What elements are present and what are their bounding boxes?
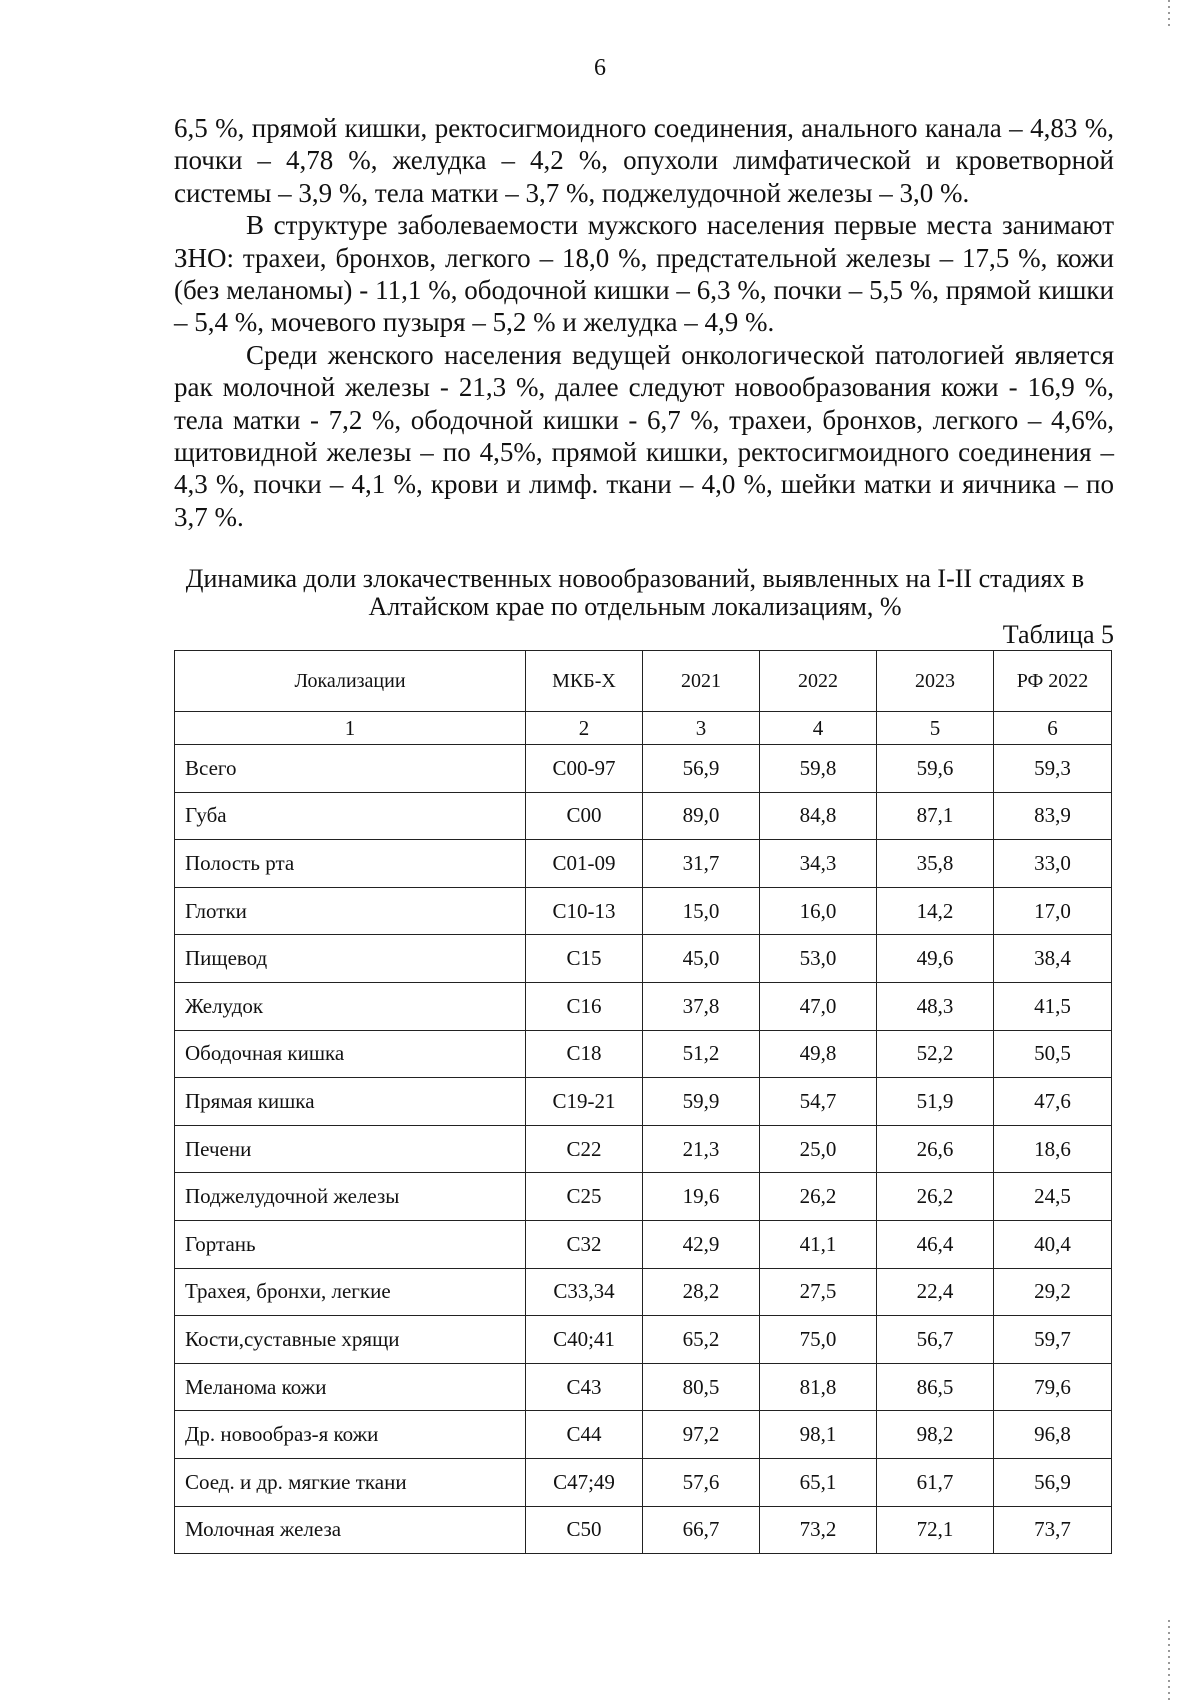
icd-code-cell: С25 [526, 1173, 643, 1221]
icd-code-cell: С15 [526, 935, 643, 983]
header-cell: Локализации [175, 651, 526, 712]
header-cell: МКБ-Х [526, 651, 643, 712]
icd-code-cell: С50 [526, 1506, 643, 1554]
value-cell: 29,2 [994, 1268, 1112, 1316]
value-cell: 56,9 [643, 745, 760, 793]
value-cell: 27,5 [760, 1268, 877, 1316]
table-row [175, 1173, 1112, 1221]
value-cell: 89,0 [643, 792, 760, 840]
paragraph: Среди женского населения ведущей онкологической патологией является рак молочной железы - 21,3 %, далее следуют новообразования кожи - 16,9 %, тела матки - 7,2 %, ободочной кишки - 6,7 %, трахеи, бронхов, легкого – 4,6%, щитовидной железы – по 4,5%, прямой кишки, ректосигмоидного соединения – 4,3 %, почки – 4,1 %, крови и лимф. ткани – 4,0 %, шейки матки и яичника – по 3,7 %. [174, 339, 1114, 532]
location-cell: Молочная железа [175, 1506, 526, 1554]
value-cell: 54,7 [760, 1078, 877, 1126]
table-caption: Динамика доли злокачественных новообразований, выявленных на I-II стадиях в Алтайском крае по отдельным локализациям, % [185, 564, 1085, 621]
column-number-cell: 4 [760, 712, 877, 745]
scan-margin-mark [1168, 1620, 1170, 1704]
value-cell: 47,0 [760, 982, 877, 1030]
value-cell: 73,2 [760, 1506, 877, 1554]
value-cell: 40,4 [994, 1220, 1112, 1268]
value-cell: 51,2 [643, 1030, 760, 1078]
value-cell: 35,8 [877, 840, 994, 888]
table-row [175, 1030, 1112, 1078]
value-cell: 81,8 [760, 1363, 877, 1411]
value-cell: 16,0 [760, 887, 877, 935]
location-cell: Гортань [175, 1220, 526, 1268]
table-row [175, 982, 1112, 1030]
icd-code-cell: С19-21 [526, 1078, 643, 1126]
location-cell: Губа [175, 792, 526, 840]
location-cell: Ободочная кишка [175, 1030, 526, 1078]
paragraph: В структуре заболеваемости мужского населения первые места занимают ЗНО: трахеи, бронхов, легкого – 18,0 %, предстательной железы – 17,5 %, кожи (без меланомы) - 11,1 %, ободочной кишки – 6,3 %, почки – 5,5 %, прямой кишки – 5,4 %, мочевого пузыря – 5,2 % и желудка – 4,9 %. [174, 210, 1114, 338]
value-cell: 22,4 [877, 1268, 994, 1316]
table-row [175, 1411, 1112, 1459]
value-cell: 48,3 [877, 982, 994, 1030]
icd-code-cell: С40;41 [526, 1316, 643, 1364]
value-cell: 26,2 [760, 1173, 877, 1221]
value-cell: 26,6 [877, 1125, 994, 1173]
value-cell: 73,7 [994, 1506, 1112, 1554]
body-text [174, 112, 1114, 533]
value-cell: 72,1 [877, 1506, 994, 1554]
icd-code-cell: С00-97 [526, 745, 643, 793]
value-cell: 59,7 [994, 1316, 1112, 1364]
table-row [175, 792, 1112, 840]
value-cell: 41,1 [760, 1220, 877, 1268]
icd-code-cell: С01-09 [526, 840, 643, 888]
icd-code-cell: С32 [526, 1220, 643, 1268]
header-cell: 2023 [877, 651, 994, 712]
value-cell: 80,5 [643, 1363, 760, 1411]
header-cell: 2022 [760, 651, 877, 712]
value-cell: 47,6 [994, 1078, 1112, 1126]
location-cell: Полость рта [175, 840, 526, 888]
value-cell: 15,0 [643, 887, 760, 935]
location-cell: Печени [175, 1125, 526, 1173]
value-cell: 46,4 [877, 1220, 994, 1268]
value-cell: 28,2 [643, 1268, 760, 1316]
scan-margin-mark [1168, 0, 1170, 30]
value-cell: 61,7 [877, 1458, 994, 1506]
value-cell: 86,5 [877, 1363, 994, 1411]
value-cell: 66,7 [643, 1506, 760, 1554]
column-number-cell: 1 [175, 712, 526, 745]
value-cell: 59,6 [877, 745, 994, 793]
icd-code-cell: С44 [526, 1411, 643, 1459]
value-cell: 65,1 [760, 1458, 877, 1506]
column-number-cell: 3 [643, 712, 760, 745]
location-cell: Прямая кишка [175, 1078, 526, 1126]
location-cell: Поджелудочной железы [175, 1173, 526, 1221]
value-cell: 52,2 [877, 1030, 994, 1078]
value-cell: 96,8 [994, 1411, 1112, 1459]
table-row [175, 840, 1112, 888]
location-cell: Глотки [175, 887, 526, 935]
value-cell: 56,9 [994, 1458, 1112, 1506]
table-header-row [175, 651, 1112, 712]
location-cell: Всего [175, 745, 526, 793]
icd-code-cell: С00 [526, 792, 643, 840]
value-cell: 75,0 [760, 1316, 877, 1364]
value-cell: 45,0 [643, 935, 760, 983]
value-cell: 59,9 [643, 1078, 760, 1126]
location-cell: Соед. и др. мягкие ткани [175, 1458, 526, 1506]
value-cell: 84,8 [760, 792, 877, 840]
icd-code-cell: С47;49 [526, 1458, 643, 1506]
table-row [175, 1125, 1112, 1173]
page-number: 6 [594, 55, 606, 81]
location-cell: Трахея, бронхи, легкие [175, 1268, 526, 1316]
column-number-row [175, 712, 1112, 745]
table-row [175, 1363, 1112, 1411]
icd-code-cell: С18 [526, 1030, 643, 1078]
table-row [175, 1268, 1112, 1316]
value-cell: 79,6 [994, 1363, 1112, 1411]
value-cell: 19,6 [643, 1173, 760, 1221]
icd-code-cell: С22 [526, 1125, 643, 1173]
table-row [175, 1078, 1112, 1126]
value-cell: 26,2 [877, 1173, 994, 1221]
header-cell: РФ 2022 [994, 651, 1112, 712]
value-cell: 50,5 [994, 1030, 1112, 1078]
value-cell: 37,8 [643, 982, 760, 1030]
table-row [175, 1458, 1112, 1506]
header-cell: 2021 [643, 651, 760, 712]
value-cell: 14,2 [877, 887, 994, 935]
icd-code-cell: С10-13 [526, 887, 643, 935]
location-cell: Др. новообраз-я кожи [175, 1411, 526, 1459]
icd-code-cell: С16 [526, 982, 643, 1030]
value-cell: 98,1 [760, 1411, 877, 1459]
table-row [175, 887, 1112, 935]
value-cell: 49,8 [760, 1030, 877, 1078]
icd-code-cell: С43 [526, 1363, 643, 1411]
value-cell: 41,5 [994, 982, 1112, 1030]
table-row [175, 935, 1112, 983]
location-cell: Кости,суставные хрящи [175, 1316, 526, 1364]
value-cell: 18,6 [994, 1125, 1112, 1173]
table-number: Таблица 5 [1002, 620, 1114, 649]
value-cell: 57,6 [643, 1458, 760, 1506]
value-cell: 97,2 [643, 1411, 760, 1459]
table-row [175, 1220, 1112, 1268]
value-cell: 42,9 [643, 1220, 760, 1268]
value-cell: 98,2 [877, 1411, 994, 1459]
location-cell: Пищевод [175, 935, 526, 983]
column-number-cell: 2 [526, 712, 643, 745]
value-cell: 24,5 [994, 1173, 1112, 1221]
value-cell: 17,0 [994, 887, 1112, 935]
value-cell: 83,9 [994, 792, 1112, 840]
value-cell: 65,2 [643, 1316, 760, 1364]
value-cell: 25,0 [760, 1125, 877, 1173]
value-cell: 34,3 [760, 840, 877, 888]
value-cell: 59,3 [994, 745, 1112, 793]
column-number-cell: 6 [994, 712, 1112, 745]
value-cell: 87,1 [877, 792, 994, 840]
value-cell: 59,8 [760, 745, 877, 793]
value-cell: 38,4 [994, 935, 1112, 983]
icd-code-cell: С33,34 [526, 1268, 643, 1316]
location-cell: Желудок [175, 982, 526, 1030]
column-number-cell: 5 [877, 712, 994, 745]
table-row [175, 1506, 1112, 1554]
value-cell: 51,9 [877, 1078, 994, 1126]
value-cell: 21,3 [643, 1125, 760, 1173]
value-cell: 31,7 [643, 840, 760, 888]
value-cell: 56,7 [877, 1316, 994, 1364]
value-cell: 49,6 [877, 935, 994, 983]
location-cell: Меланома кожи [175, 1363, 526, 1411]
data-table [174, 650, 1112, 1554]
value-cell: 33,0 [994, 840, 1112, 888]
value-cell: 53,0 [760, 935, 877, 983]
paragraph: 6,5 %, прямой кишки, ректосигмоидного соединения, анального канала – 4,83 %, почки – 4,78 %, желудка – 4,2 %, опухоли лимфатической и кроветворной системы – 3,9 %, тела матки – 3,7 %, поджелудочной железы – 3,0 %. [174, 113, 1114, 208]
table-row [175, 745, 1112, 793]
table-row [175, 1316, 1112, 1364]
